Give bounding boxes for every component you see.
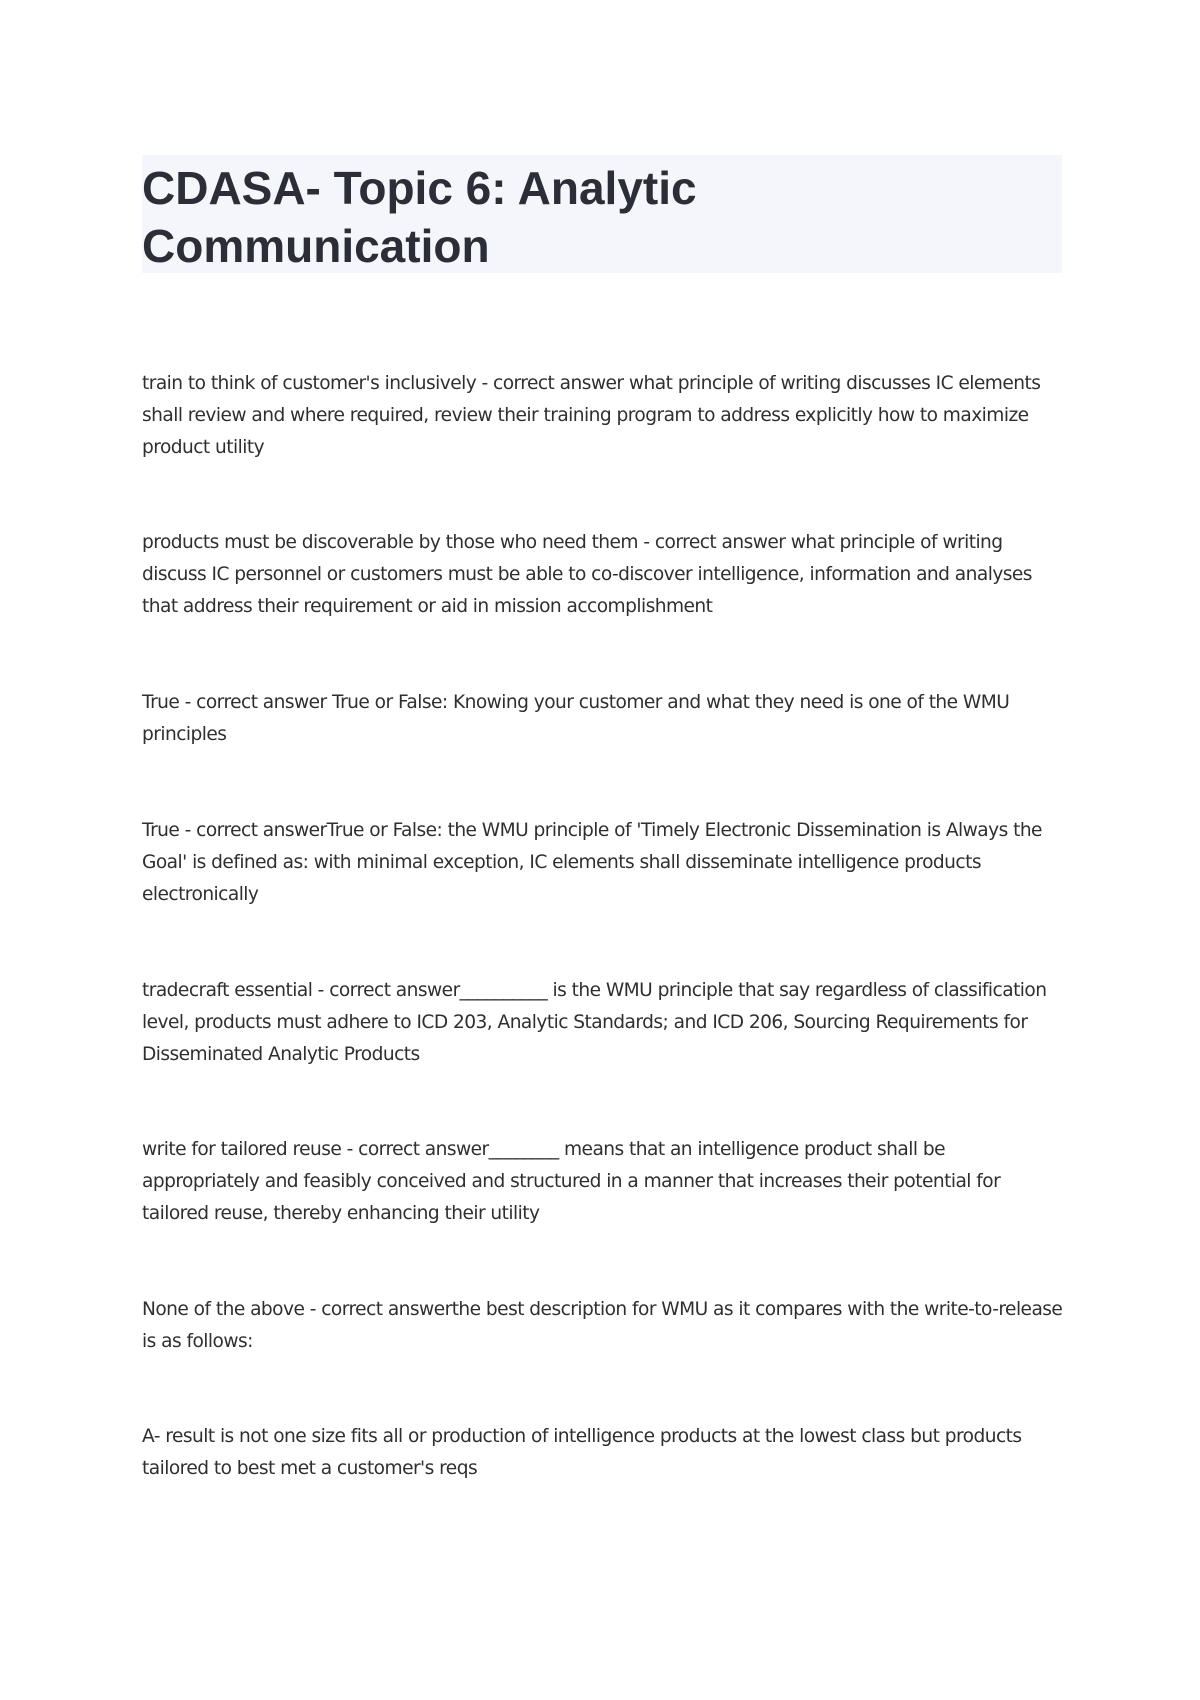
title-block [142,155,1062,273]
qa-item: products must be discoverable by those who need them - correct answer what principle of writing discuss IC personnel or customers must be able to co-discover intelligence, information and analyses that address their requirement or aid in mission accomplishment [142,532,1032,617]
qa-item: train to think of customer's inclusively - correct answer what principle of writing discusses IC elements shall review and where required, review their training program to address explicitly how to maximize product utility [142,373,1041,458]
qa-item: tradecraft essential - correct answer__________ is the WMU principle that say regardless of classification level, products must adhere to ICD 203, Analytic Standards; and ICD 206, Sourcing Requirements for Disseminated Analytic Products [142,980,1047,1065]
qa-item: True - correct answer True or False: Knowing your customer and what they need is one of the WMU principles [142,692,1010,745]
qa-item: A- result is not one size fits all or production of intelligence products at the lowest class but products tailored to best met a customer's reqs [142,1426,1022,1479]
page-title: CDASA- Topic 6: Analytic Communication [142,162,697,272]
qa-item: True - correct answerTrue or False: the WMU principle of 'Timely Electronic Dissemination is Always the Goal' is defined as: with minimal exception, IC elements shall disseminate intelligence products electronically [142,820,1042,905]
qa-item: write for tailored reuse - correct answer________ means that an intelligence product shall be appropriately and feasibly conceived and structured in a manner that increases their potential for tailored reuse, thereby enhancing their utility [142,1139,1001,1224]
qa-item: None of the above - correct answerthe best description for WMU as it compares with the write-to-release is as follows: [142,1299,1063,1352]
